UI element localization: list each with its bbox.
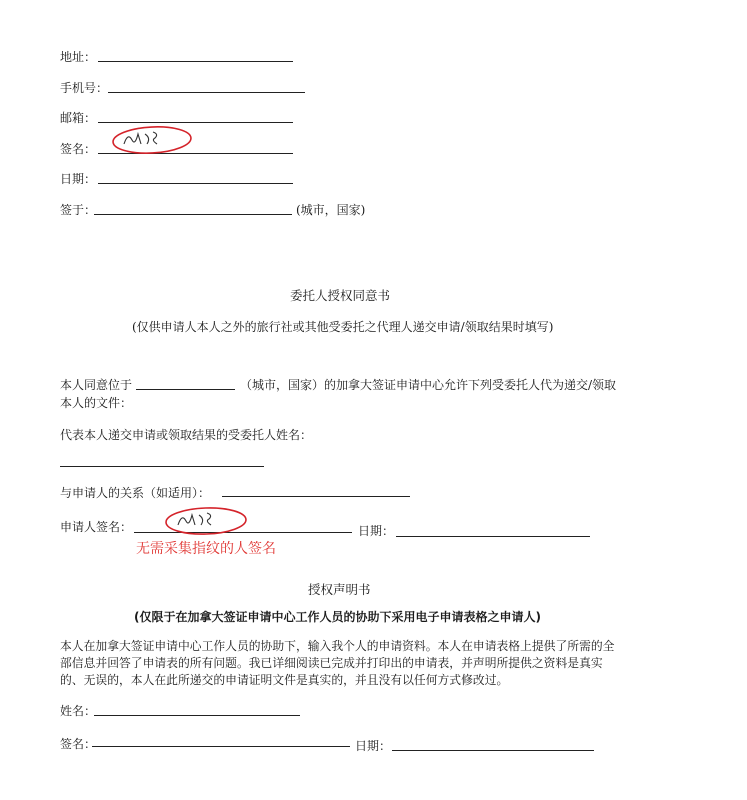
date-label: 日期：: [60, 172, 97, 186]
signed-at-label: 签于：: [60, 203, 97, 217]
consent-para-prefix: 本人同意位于: [60, 378, 133, 392]
consent-date-line[interactable]: [396, 536, 590, 537]
relation-label: 与申请人的关系（如适用）：: [60, 486, 211, 500]
applicant-sign-label: 申请人签名：: [60, 520, 133, 534]
declaration-sign-label: 签名：: [60, 737, 97, 751]
consent-subtitle: (仅供申请人本人之外的旅行社或其他受委托之代理人递交申请/领取结果时填写): [132, 320, 554, 334]
declaration-date-line[interactable]: [392, 750, 594, 751]
signature-image-top: [110, 124, 194, 156]
consent-date-label: 日期：: [358, 524, 395, 538]
declaration-subtitle: (仅限于在加拿大签证申请中心工作人员的协助下采用电子申请表格之申请人): [134, 610, 541, 624]
declaration-body: 本人在加拿大签证申请中心工作人员的协助下，输入我个人的申请资料。本人在申请表格上提供了所需的全部信息并回答了申请表的所有问题。我已详细阅读已完成并打印出的申请表，并声明所提供之资料是真实的、无误的，本人在此所递交的申请证明文件是真实的，并且没有以任何方式修改过。: [60, 639, 615, 687]
consent-para-line2: 本人的文件：: [60, 396, 133, 410]
address-line[interactable]: [98, 61, 293, 62]
agent-name-line[interactable]: [60, 466, 264, 467]
signed-at-line[interactable]: [94, 214, 292, 215]
declaration-date-label: 日期：: [355, 739, 392, 753]
email-line[interactable]: [98, 122, 293, 123]
phone-label: 手机号：: [60, 81, 109, 95]
consent-title: 委托人授权同意书: [290, 288, 391, 303]
consent-para-middle: （城市，国家）的加拿大签证申请中心允许下列受委托人代为递交/领取: [240, 378, 617, 392]
sign-label: 签名：: [60, 142, 97, 156]
agent-name-label: 代表本人递交申请或领取结果的受委托人姓名：: [60, 428, 313, 442]
declaration-name-label: 姓名：: [60, 704, 97, 718]
declaration-name-line[interactable]: [94, 715, 300, 716]
signed-at-suffix: (城市，国家): [296, 203, 366, 217]
consent-city-line[interactable]: [136, 389, 235, 390]
email-label: 邮箱：: [60, 111, 97, 125]
date-line[interactable]: [98, 183, 293, 184]
relation-line[interactable]: [222, 496, 410, 497]
signature-image-applicant: [164, 505, 248, 537]
address-label: 地址：: [60, 50, 97, 64]
declaration-title: 授权声明书: [308, 582, 371, 597]
phone-line[interactable]: [108, 92, 305, 93]
declaration-sign-line[interactable]: [92, 746, 350, 747]
annotation-note: 无需采集指纹的人签名: [136, 541, 276, 557]
